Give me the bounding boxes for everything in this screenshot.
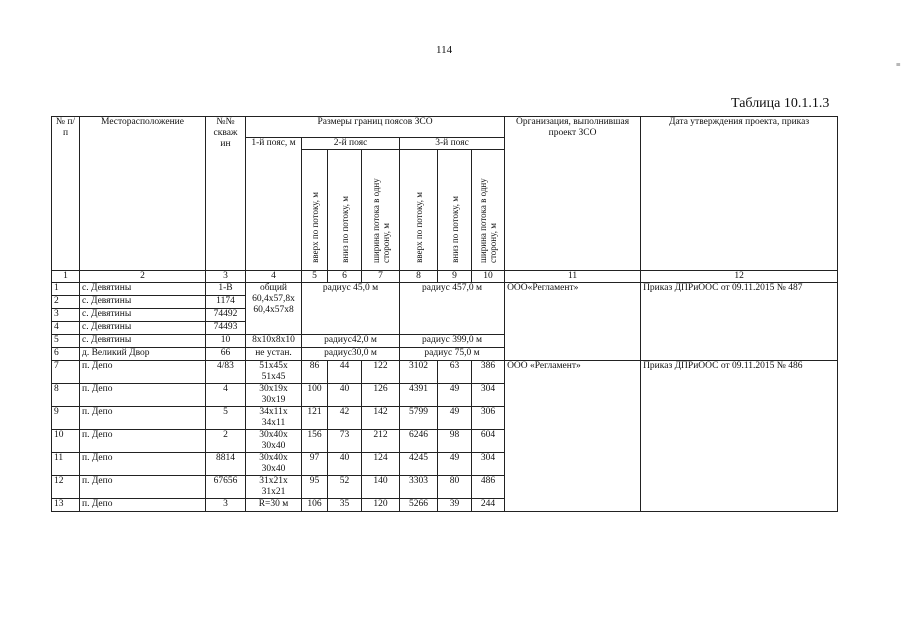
belt2-downstream: 35 — [328, 499, 362, 512]
well-number: 10 — [206, 335, 246, 348]
belt2-width: 142 — [362, 407, 400, 430]
well-number: 74492 — [206, 309, 246, 322]
well-number: 66 — [206, 348, 246, 361]
location: п. Депо — [80, 407, 206, 430]
belt2-width: 124 — [362, 453, 400, 476]
scan-mark: ≡ — [896, 60, 901, 69]
belt2-downstream: 40 — [328, 453, 362, 476]
col-index: 11 — [505, 271, 641, 283]
belt2-width: 120 — [362, 499, 400, 512]
belt3-radius: радиус 75,0 м — [400, 348, 505, 361]
belt2-width: 140 — [362, 476, 400, 499]
belt2-upstream: 86 — [302, 361, 328, 384]
well-number: 4/83 — [206, 361, 246, 384]
belt2-upstream: 100 — [302, 384, 328, 407]
belt3-upstream: 3102 — [400, 361, 438, 384]
belt1-size: 51х45х 51х45 — [246, 361, 302, 384]
col-index: 3 — [206, 271, 246, 283]
location: д. Великий Двор — [80, 348, 206, 361]
belt2-upstream: 121 — [302, 407, 328, 430]
row-number: 7 — [52, 361, 80, 384]
col-index: 2 — [80, 271, 206, 283]
belt3-upstream: 5266 — [400, 499, 438, 512]
location: п. Депо — [80, 499, 206, 512]
belt2-radius-shared: радиус 45,0 м — [302, 283, 400, 335]
belt1-size: 8х10х8х10 — [246, 335, 302, 348]
belt3-downstream: 49 — [438, 384, 472, 407]
belt3-width: 304 — [472, 453, 505, 476]
col-index: 4 — [246, 271, 302, 283]
table-row — [52, 283, 838, 296]
well-number: 4 — [206, 384, 246, 407]
org-group-a: ООО«Регламент» — [505, 283, 641, 361]
belt3-downstream: 63 — [438, 361, 472, 384]
belt3-width: 486 — [472, 476, 505, 499]
table-title: Таблица 10.1.1.3 — [731, 96, 830, 111]
belt3-downstream: 80 — [438, 476, 472, 499]
belt2-width: 212 — [362, 430, 400, 453]
belt2-downstream: 73 — [328, 430, 362, 453]
location: с. Девятины — [80, 296, 206, 309]
date-group-a: Приказ ДПРиООС от 09.11.2015 № 487 — [641, 283, 838, 361]
col-index: 8 — [400, 271, 438, 283]
belt3-downstream: 49 — [438, 407, 472, 430]
belt2-radius: радиус30,0 м — [302, 348, 400, 361]
row-number: 6 — [52, 348, 80, 361]
col-index: 12 — [641, 271, 838, 283]
well-number: 8814 — [206, 453, 246, 476]
header-belt1: 1-й пояс, м — [246, 138, 302, 271]
belt3-width: 244 — [472, 499, 505, 512]
location: с. Девятины — [80, 335, 206, 348]
belt2-downstream: 42 — [328, 407, 362, 430]
belt2-downstream: 52 — [328, 476, 362, 499]
belt3-upstream: 4245 — [400, 453, 438, 476]
row-number: 8 — [52, 384, 80, 407]
header-belt3: 3-й пояс — [400, 138, 505, 150]
table-row — [52, 361, 838, 384]
location: п. Депо — [80, 361, 206, 384]
header-upstream-3: вверх по потоку, м — [400, 150, 438, 271]
belt3-radius-shared: радиус 457,0 м — [400, 283, 505, 335]
belt1-size: 34х11х 34х11 — [246, 407, 302, 430]
belt3-downstream: 39 — [438, 499, 472, 512]
header-downstream-3: вниз по потоку, м — [438, 150, 472, 271]
belt2-width: 126 — [362, 384, 400, 407]
col-index: 10 — [472, 271, 505, 283]
belt3-upstream: 6246 — [400, 430, 438, 453]
row-number: 2 — [52, 296, 80, 309]
row-number: 9 — [52, 407, 80, 430]
date-group-b: Приказ ДПРиООС от 09.11.2015 № 486 — [641, 361, 838, 512]
location: п. Депо — [80, 384, 206, 407]
belt1-shared: общий 60,4х57,8х 60,4х57х8 — [246, 283, 302, 335]
well-number: 67656 — [206, 476, 246, 499]
well-number: 3 — [206, 499, 246, 512]
zso-table — [51, 116, 838, 512]
location: п. Депо — [80, 476, 206, 499]
row-number: 1 — [52, 283, 80, 296]
header-num: № п/п — [52, 117, 80, 271]
location: с. Девятины — [80, 283, 206, 296]
location: п. Депо — [80, 453, 206, 476]
header-org: Организация, выполнившая проект ЗСО — [505, 117, 641, 271]
col-index: 6 — [328, 271, 362, 283]
belt3-width: 386 — [472, 361, 505, 384]
belt1-size: 30х19х 30х19 — [246, 384, 302, 407]
belt2-upstream: 156 — [302, 430, 328, 453]
well-number: 2 — [206, 430, 246, 453]
header-belt2: 2-й пояс — [302, 138, 400, 150]
header-width-3: ширина потока в одну сторону, м — [472, 150, 505, 271]
belt2-width: 122 — [362, 361, 400, 384]
page-number: 114 — [436, 44, 453, 56]
col-index: 7 — [362, 271, 400, 283]
belt2-upstream: 106 — [302, 499, 328, 512]
col-index: 1 — [52, 271, 80, 283]
belt1-size: не устан. — [246, 348, 302, 361]
belt1-size: 31х21х 31х21 — [246, 476, 302, 499]
well-number: 74493 — [206, 322, 246, 335]
belt2-downstream: 44 — [328, 361, 362, 384]
well-number: 1-В — [206, 283, 246, 296]
belt2-downstream: 40 — [328, 384, 362, 407]
well-number: 1174 — [206, 296, 246, 309]
belt1-size: 30х40х 30х40 — [246, 430, 302, 453]
header-sizes: Размеры границ поясов ЗСО — [246, 117, 505, 138]
location: п. Депо — [80, 430, 206, 453]
belt1-size: R=30 м — [246, 499, 302, 512]
belt2-upstream: 95 — [302, 476, 328, 499]
header-location: Месторасположение — [80, 117, 206, 271]
col-index: 5 — [302, 271, 328, 283]
well-number: 5 — [206, 407, 246, 430]
row-number: 5 — [52, 335, 80, 348]
belt3-radius: радиус 399,0 м — [400, 335, 505, 348]
header-well: №№ скваж ин — [206, 117, 246, 271]
belt3-downstream: 49 — [438, 453, 472, 476]
row-number: 12 — [52, 476, 80, 499]
belt2-upstream: 97 — [302, 453, 328, 476]
row-number: 3 — [52, 309, 80, 322]
belt3-width: 604 — [472, 430, 505, 453]
row-number: 11 — [52, 453, 80, 476]
belt3-upstream: 5799 — [400, 407, 438, 430]
row-number: 4 — [52, 322, 80, 335]
row-number: 13 — [52, 499, 80, 512]
header-upstream-2: вверх по потоку, м — [302, 150, 328, 271]
belt2-radius: радиус42,0 м — [302, 335, 400, 348]
header-row — [52, 117, 838, 138]
col-index: 9 — [438, 271, 472, 283]
header-width-2: ширина потока в одну сторону, м — [362, 150, 400, 271]
belt1-size: 30х40х 30х40 — [246, 453, 302, 476]
column-index-row — [52, 271, 838, 283]
location: с. Девятины — [80, 322, 206, 335]
header-downstream-2: вниз по потоку, м — [328, 150, 362, 271]
belt3-width: 304 — [472, 384, 505, 407]
belt3-downstream: 98 — [438, 430, 472, 453]
belt3-width: 306 — [472, 407, 505, 430]
header-date: Дата утверждения проекта, приказ — [641, 117, 838, 271]
location: с. Девятины — [80, 309, 206, 322]
row-number: 10 — [52, 430, 80, 453]
belt3-upstream: 3303 — [400, 476, 438, 499]
belt3-upstream: 4391 — [400, 384, 438, 407]
org-group-b: ООО «Регламент» — [505, 361, 641, 512]
